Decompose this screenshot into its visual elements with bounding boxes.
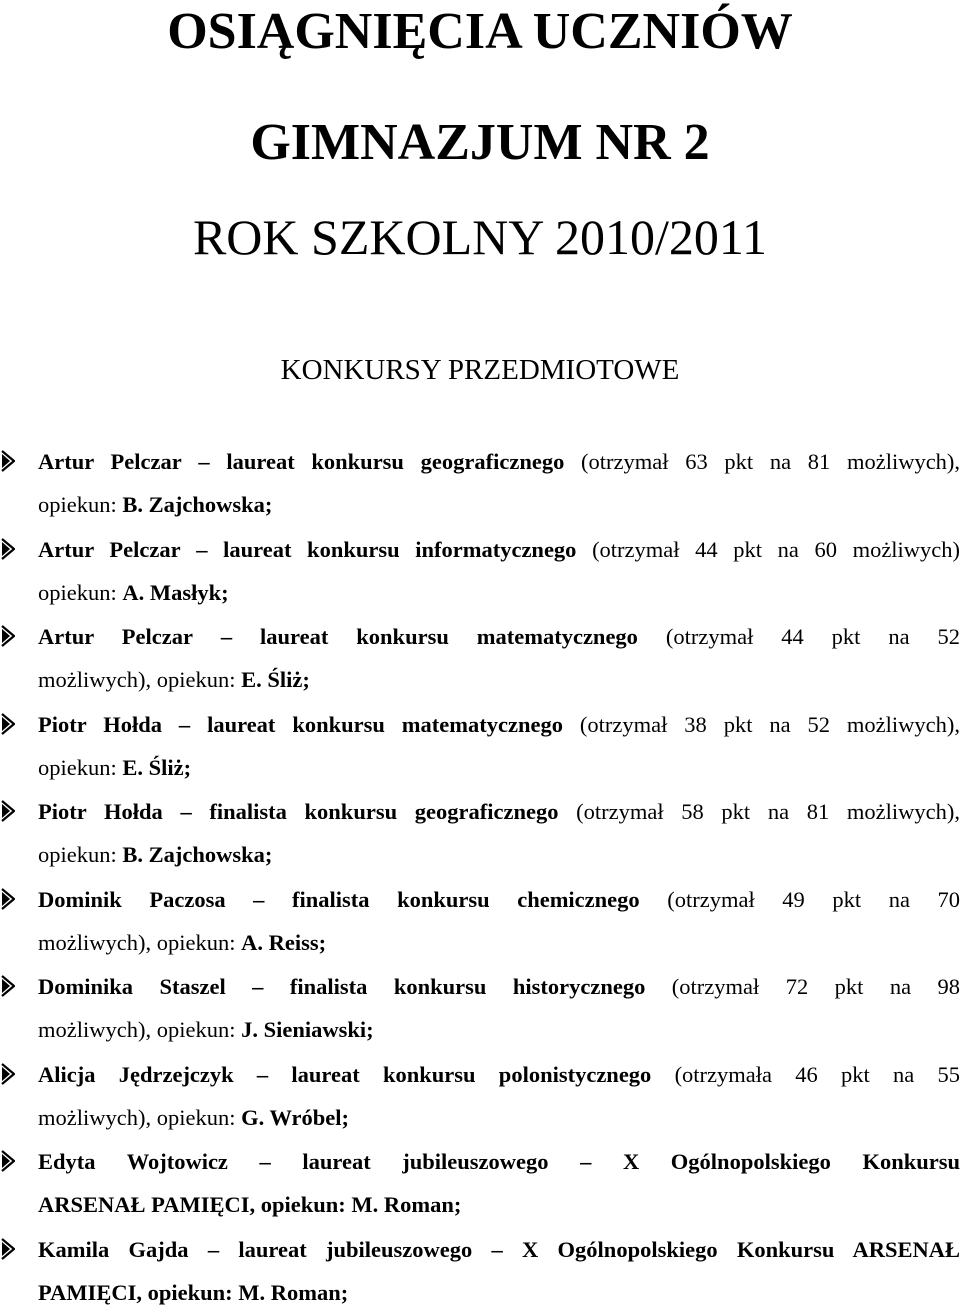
list-item xyxy=(0,790,960,878)
achievement-line-1 xyxy=(38,1140,960,1183)
dash: – xyxy=(253,887,264,912)
list-item xyxy=(0,703,960,791)
achievement-line-2 xyxy=(38,1183,960,1226)
tutor-name: E. Śliż; xyxy=(241,667,310,692)
arrowhead-bullet-icon xyxy=(1,450,15,472)
list-item xyxy=(0,965,960,1053)
line2-prefix: opiekun: xyxy=(38,842,122,867)
dash: – xyxy=(198,449,209,474)
achievement-line-1 xyxy=(38,878,960,921)
tutor-name: B. Zajchowska; xyxy=(122,492,272,517)
student-name: Piotr Hołda xyxy=(38,712,162,737)
line2-prefix: opiekun: xyxy=(38,492,122,517)
achievement-line-1 xyxy=(38,440,960,483)
arrowhead-bullet-icon xyxy=(1,1150,15,1172)
document-title: OSIĄGNIĘCIA UCZNIÓW xyxy=(0,2,960,62)
tutor-name: A. Masłyk; xyxy=(122,580,228,605)
dash: – xyxy=(196,537,207,562)
award-text: finalista konkursu historycznego xyxy=(290,974,645,999)
arrowhead-bullet-icon xyxy=(1,888,15,910)
dash: – xyxy=(260,1149,271,1174)
achievement-line-2 xyxy=(38,571,960,614)
tutor-name: M. Roman; xyxy=(351,1192,461,1217)
arrowhead-bullet-icon xyxy=(1,975,15,997)
school-name: GIMNAZJUM NR 2 xyxy=(0,113,960,173)
points-text: (otrzymał 72 pkt na 98 xyxy=(672,974,960,999)
award-text: laureat konkursu matematycznego xyxy=(260,624,638,649)
line2-prefix: możliwych), opiekun: xyxy=(38,667,241,692)
achievement-line-2 xyxy=(38,483,960,526)
tutor-name: M. Roman; xyxy=(238,1280,348,1305)
dash: – xyxy=(208,1237,219,1262)
points-text: (otrzymał 49 pkt na 70 xyxy=(667,887,960,912)
award-text: laureat konkursu matematycznego xyxy=(207,712,563,737)
student-name: Edyta Wojtowicz xyxy=(38,1149,228,1174)
tutor-name: B. Zajchowska; xyxy=(122,842,272,867)
achievement-line-2 xyxy=(38,1008,960,1051)
student-name: Artur Pelczar xyxy=(38,624,193,649)
achievement-line-2 xyxy=(38,833,960,876)
line2-prefix: możliwych), opiekun: xyxy=(38,1105,241,1130)
arrowhead-bullet-icon xyxy=(1,1238,15,1260)
award-text: finalista konkursu chemicznego xyxy=(292,887,640,912)
tutor-name: A. Reiss; xyxy=(241,930,326,955)
list-item xyxy=(0,1228,960,1315)
student-name: Kamila Gajda xyxy=(38,1237,189,1262)
award-text: laureat konkursu polonistycznego xyxy=(291,1062,651,1087)
achievement-line-1 xyxy=(38,790,960,833)
tutor-name: J. Sieniawski; xyxy=(241,1017,374,1042)
student-name: Dominika Staszel xyxy=(38,974,226,999)
award-text: finalista konkursu geograficznego xyxy=(209,799,558,824)
award-text: laureat jubileuszowego – X Ogólnopolskiego Konkursu ARSENAŁ xyxy=(238,1237,960,1262)
dash: – xyxy=(221,624,232,649)
line2-prefix: ARSENAŁ PAMIĘCI, opiekun: xyxy=(38,1192,351,1217)
arrowhead-bullet-icon xyxy=(1,538,15,560)
list-item xyxy=(0,1140,960,1228)
achievement-line-2 xyxy=(38,921,960,964)
achievement-line-2 xyxy=(38,746,960,789)
line2-prefix: możliwych), opiekun: xyxy=(38,1017,241,1042)
award-text: laureat konkursu geograficznego xyxy=(226,449,564,474)
achievement-line-1 xyxy=(38,1053,960,1096)
award-text: laureat konkursu informatycznego xyxy=(223,537,576,562)
student-name: Artur Pelczar xyxy=(38,449,182,474)
line2-prefix: możliwych), opiekun: xyxy=(38,930,241,955)
achievement-line-2 xyxy=(38,658,960,701)
arrowhead-bullet-icon xyxy=(1,713,15,735)
school-year: ROK SZKOLNY 2010/2011 xyxy=(0,207,960,267)
achievements-list xyxy=(0,440,960,1315)
arrowhead-bullet-icon xyxy=(1,1063,15,1085)
list-item xyxy=(0,440,960,528)
student-name: Piotr Hołda xyxy=(38,799,163,824)
points-text: (otrzymał 63 pkt na 81 możliwych), xyxy=(581,449,960,474)
list-item xyxy=(0,615,960,703)
student-name: Artur Pelczar xyxy=(38,537,181,562)
list-item xyxy=(0,878,960,966)
student-name: Alicja Jędrzejczyk xyxy=(38,1062,234,1087)
points-text: (otrzymał 44 pkt na 60 możliwych) xyxy=(592,537,960,562)
points-text: (otrzymał 44 pkt na 52 xyxy=(666,624,960,649)
dash: – xyxy=(180,799,191,824)
list-item xyxy=(0,528,960,616)
achievement-line-1 xyxy=(38,965,960,1008)
line2-prefix: PAMIĘCI, opiekun: xyxy=(38,1280,238,1305)
achievement-line-2 xyxy=(38,1096,960,1139)
section-heading: KONKURSY PRZEDMIOTOWE xyxy=(0,352,960,388)
tutor-name: E. Śliż; xyxy=(122,755,191,780)
achievement-line-1 xyxy=(38,703,960,746)
line2-prefix: opiekun: xyxy=(38,755,122,780)
points-text: (otrzymał 38 pkt na 52 możliwych), xyxy=(580,712,960,737)
dash: – xyxy=(252,974,263,999)
line2-prefix: opiekun: xyxy=(38,580,122,605)
student-name: Dominik Paczosa xyxy=(38,887,226,912)
arrowhead-bullet-icon xyxy=(1,625,15,647)
achievement-line-1 xyxy=(38,1228,960,1271)
achievement-line-1 xyxy=(38,615,960,658)
tutor-name: G. Wróbel; xyxy=(241,1105,349,1130)
achievement-line-2 xyxy=(38,1271,960,1314)
achievement-line-1 xyxy=(38,528,960,571)
points-text: (otrzymał 58 pkt na 81 możliwych), xyxy=(576,799,960,824)
award-text: laureat jubileuszowego – X Ogólnopolskiego Konkursu xyxy=(302,1149,960,1174)
dash: – xyxy=(257,1062,268,1087)
arrowhead-bullet-icon xyxy=(1,800,15,822)
dash: – xyxy=(179,712,190,737)
points-text: (otrzymała 46 pkt na 55 xyxy=(675,1062,960,1087)
list-item xyxy=(0,1053,960,1141)
